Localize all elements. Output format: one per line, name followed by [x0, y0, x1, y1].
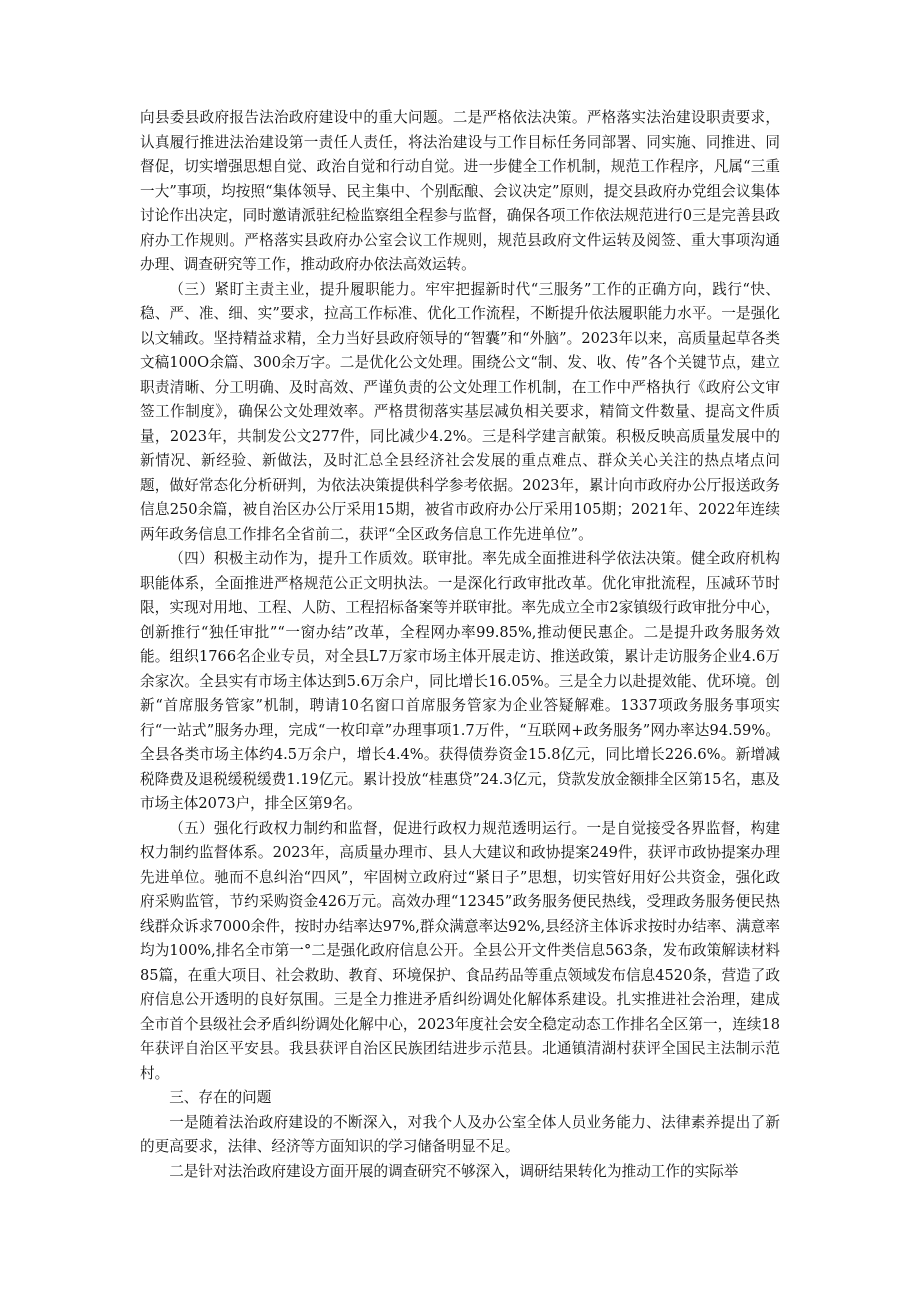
paragraph-problem-one: 一是随着法治政府建设的不断深入，对我个人及办公室全体人员业务能力、法律素养提出了新的更高要求，法律、经济等方面知识的学习储备明显不足。: [140, 1113, 780, 1155]
paragraph-continued-decision-making: 向县委县政府报告法治政府建设中的重大问题。二是严格依法决策。严格落实法治建设职责要求，认真履行推进法治建设第一责任人责任，将法治建设与工作目标任务同部署、同实施、同推进、同督促，切实增强思想自觉、政治自觉和行动自觉。进一步健全工作机制，规范工作程序，凡属“三重一大”事项，均按照“集体领导、民主集中、个别酝酿、会议决定”原则，提交县政府办党组会议集体讨论作出决定，同时邀请派驻纪检监察组全程参与监督，确保各项工作依法规范进行0三是完善县政府办工作规则。严格落实县政府办公室会议工作规则，规范县政府文件运转及阅签、重大事项沟通办理、调查研究等工作，推动政府办依法高效运转。: [140, 109, 780, 273]
heading-existing-problems: 三、存在的问题: [169, 1089, 272, 1106]
paragraph-section-five: （五）强化行政权力制约和监督，促进行政权力规范透明运行。一是自觉接受各界监督，构建权力制约监督体系。2023年，高质量办理市、县人大建议和政协提案249件，获评市政协提案办理先进单位。驰而不息纠治“四风”，牢固树立政府过“紧日子”思想，切实管好用好公共资金，强化政府采购监管，节约采购资金426万元。高效办理“12345”政务服务便民热线，受理政务服务便民热线群众诉求7000余件，按时办结率达97%,群众满意率达92%,县经济主体诉求按时办结率、满意率均为100%,排名全市第一°二是强化政府信息公开。全县公开文件类信息563条，发布政策解读材料85篇，在重大项目、社会救助、教育、环境保护、食品药品等重点领域发布信息4520条，营造了政府信息公开透明的良好氛围。三是全力推进矛盾纠纷调处化解体系建设。扎实推进社会治理，建成全市首个县级社会矛盾纠纷调处化解中心，2023年度社会安全稳定动态工作排名全区第一，连续18年获评自治区平安县。我县获评自治区民族团结进步示范县。北通镇清湖村获评全国民主法制示范村。: [140, 819, 780, 1082]
paragraph-problem-two: 二是针对法治政府建设方面开展的调查研究不够深入，调研结果转化为推动工作的实际举: [169, 1162, 739, 1180]
document-page: [140, 106, 780, 1184]
paragraph-section-four: （四）积极主动作为，提升工作质效。联审批。率先成全面推进科学依法决策。健全政府机构职能体系，全面推进严格规范公正文明执法。一是深化行政审批改革。优化审批流程，压减环节时限，实现对用地、工程、人防、工程招标备案等并联审批。率先成立全市2家镇级行政审批分中心，创新推行“独任审批”“一窗办结”改革，全程网办率99.85%,推动便民惠企。二是提升政务服务效能。组织1766名企业专员，对全县L7万家市场主体开展走访、推送政策，累计走访服务企业4.6万余家次。全县实有市场主体达到5.6万余户，同比增长16.05%。三是全力以赴提效能、优环境。创新“首席服务管家”机制，聘请10名窗口首席服务管家为企业答疑解难。1337项政务服务事项实行“一站式”服务办理，完成“一枚印章”办理事项1.7万件，“互联网+政务服务”网办率达94.59%。全县各类市场主体约4.5万余户，增长4.4%。获得债券资金15.8亿元，同比增长226.6%。新增减税降费及退税缓税缓费1.19亿元。累计投放“桂惠贷”24.3亿元，贷款发放金额排全区第15名，惠及市场主体2073户，排全区第9名。: [140, 550, 780, 812]
paragraph-section-three: （三）紧盯主责主业，提升履职能力。牢牢把握新时代“三服务”工作的正确方向，践行“快、稳、严、准、细、实”要求，拉高工作标准、优化工作流程，不断提升依法履职能力水平。一是强化以文辅政。坚持精益求精，全力当好县政府领导的“智囊”和“外脑”。2023年以来，高质量起草各类文稿100O余篇、300余万字。二是优化公文处理。围绕公文“制、发、收、传”各个关键节点，建立职责清晰、分工明确、及时高效、严谨负责的公文处理工作机制，在工作中严格执行《政府公文审签工作制度》，确保公文处理效率。严格贯彻落实基层减负相关要求，精简文件数量、提高文件质量，2023年，共制发公文277件，同比减少4.2%。三是科学建言献策。积极反映高质量发展中的新情况、新经验、新做法，及时汇总全县经济社会发展的重点难点、群众关心关注的热点堵点问题，做好常态化分析研判，为依法决策提供科学参考依据。2023年，累计向市政府办公厅报送政务信息250余篇，被自治区办公厅采用15期，被省市政府办公厅采用105期；2021年、2022年连续两年政务信息工作排名全省前二，获评“全区政务信息工作先进单位”。: [140, 280, 780, 543]
